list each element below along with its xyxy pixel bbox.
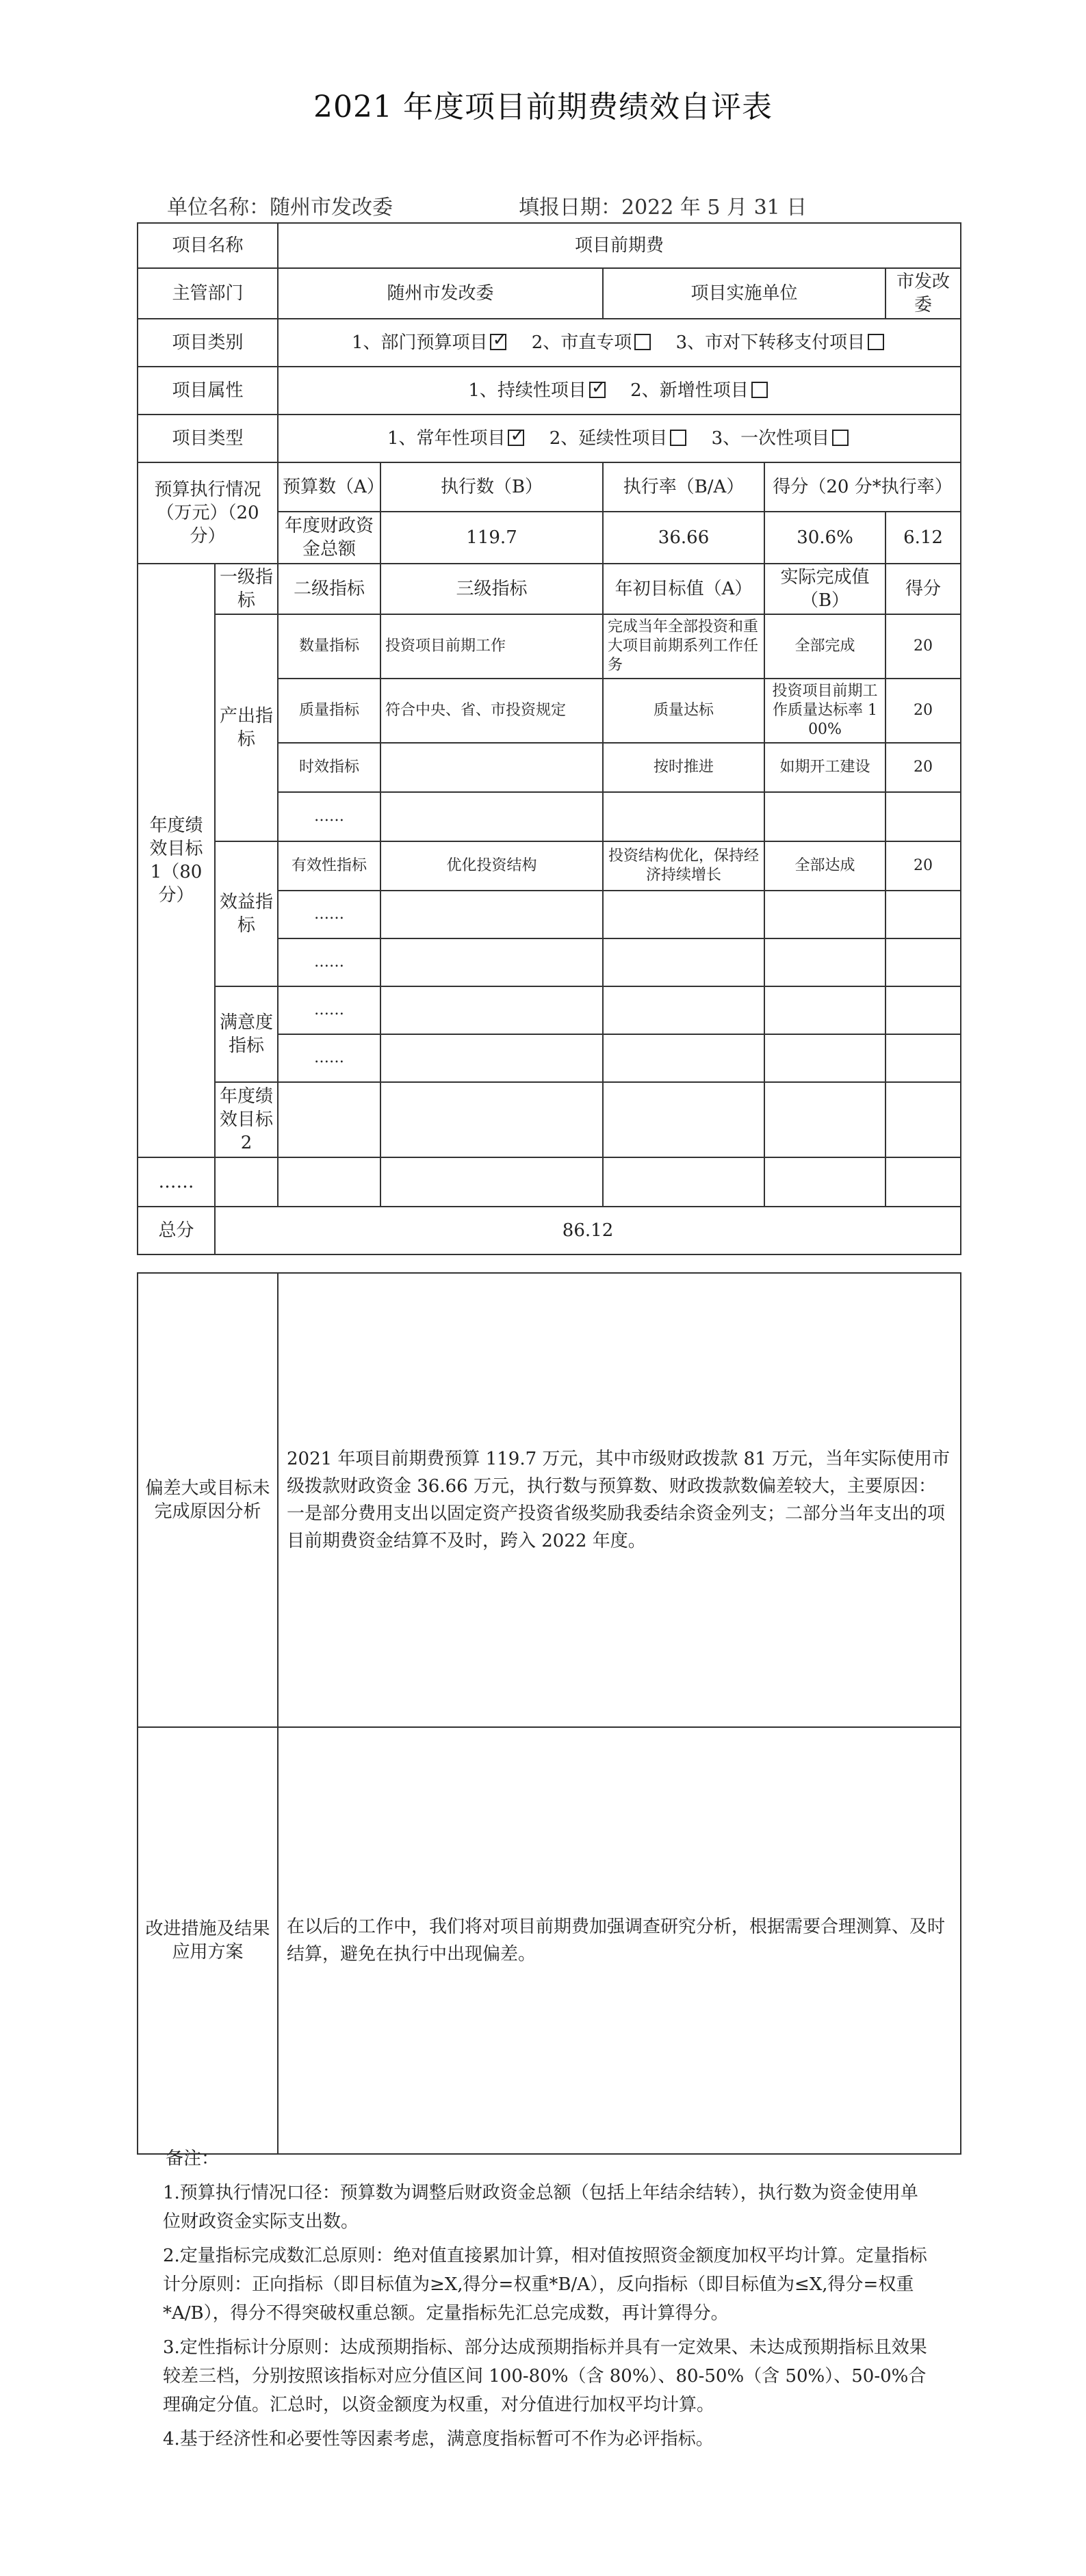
improvement-label: 改进措施及结果应用方案 <box>138 1727 278 2154</box>
category-option: 3、市对下转移支付项目 <box>676 332 888 353</box>
empty-cell <box>764 1034 885 1082</box>
analysis-table <box>137 1272 961 2155</box>
empty-cell <box>885 938 961 986</box>
note-item: 3.定性指标计分原则：达成预期指标、部分达成预期指标并具有一定效果、未达成预期指标且效果较差三档，分别按照该指标对应分值区间 100-80%（含 80%）、80-50%（含 50%）、50-0%合理确定分值。汇总时，以资金额度为权重，对分值进行加权平均计算。 <box>163 2337 927 2415</box>
empty-cell <box>603 1082 764 1157</box>
empty-cell <box>380 938 603 986</box>
ellipsis-cell: …… <box>278 986 380 1034</box>
score-cell: 20 <box>885 743 961 792</box>
empty-cell <box>603 1034 764 1082</box>
attribute-label: 项目属性 <box>138 367 278 415</box>
project-name-label: 项目名称 <box>138 223 278 268</box>
actual-cell: 全部达成 <box>764 841 885 891</box>
budget-value-b: 36.66 <box>603 512 764 564</box>
score-cell: 20 <box>885 614 961 679</box>
checkbox-checked-icon <box>508 430 524 446</box>
target-cell: 质量达标 <box>603 679 764 743</box>
empty-cell <box>603 792 764 841</box>
report-date: 填报日期：2022 年 5 月 31 日 <box>519 196 807 220</box>
empty-cell <box>380 891 603 938</box>
type-label: 项目类型 <box>138 415 278 462</box>
budget-header-score: 得分（20 分*执行率） <box>764 462 961 512</box>
table-row <box>138 1157 961 1207</box>
checkbox-empty-icon <box>751 382 768 398</box>
category-option: 1、部门预算项目✓ <box>352 332 510 353</box>
checkbox-checked-icon <box>490 334 506 350</box>
empty-cell <box>764 891 885 938</box>
empty-cell <box>885 1034 961 1082</box>
empty-cell <box>603 986 764 1034</box>
checkbox-empty-icon <box>868 334 884 350</box>
note-item: 2.定量指标完成数汇总原则：绝对值直接累加计算，相对值按照资金额度加权平均计算。定量指标计分原则：正向指标（即目标值为≥X,得分=权重*B/A），反向指标（即目标值为≤X,得分=权重*A/B），得分不得突破权重总额。定量指标先汇总完成数，再计算得分。 <box>163 2246 927 2324</box>
table-row <box>138 986 961 1034</box>
header-score: 得分 <box>885 564 961 614</box>
deviation-label: 偏差大或目标未完成原因分析 <box>138 1273 278 1727</box>
header-target: 年初目标值（A） <box>603 564 764 614</box>
budget-value-a: 119.7 <box>380 512 603 564</box>
level3-cell: 符合中央、省、市投资规定 <box>380 679 603 743</box>
table-row <box>138 1082 961 1157</box>
score-cell: 20 <box>885 679 961 743</box>
type-options <box>278 415 961 462</box>
benefit-indicator-label: 效益指标 <box>215 841 278 986</box>
budget-row-label: 年度财政资金总额 <box>278 512 380 564</box>
project-name-value: 项目前期费 <box>278 223 961 268</box>
empty-cell <box>603 891 764 938</box>
header-actual: 实际完成值（B） <box>764 564 885 614</box>
target-cell: 按时推进 <box>603 743 764 792</box>
level2-cell: 有效性指标 <box>278 841 380 891</box>
empty-cell <box>215 1157 278 1207</box>
empty-cell <box>885 1157 961 1207</box>
evaluation-table <box>137 222 961 1255</box>
category-options <box>278 319 961 367</box>
empty-cell <box>603 1157 764 1207</box>
empty-cell <box>603 938 764 986</box>
type-option: 3、一次性项目 <box>712 428 852 449</box>
level3-cell <box>380 743 603 792</box>
table-row <box>138 614 961 679</box>
notes-section <box>163 2144 929 2459</box>
empty-cell <box>885 891 961 938</box>
checkbox-checked-icon <box>589 382 606 398</box>
target-cell: 投资结构优化，保持经济持续增长 <box>603 841 764 891</box>
empty-cell <box>380 1157 603 1207</box>
actual-cell: 全部完成 <box>764 614 885 679</box>
page-title: 2021 年度项目前期费绩效自评表 <box>313 90 773 124</box>
note-item: 4.基于经济性和必要性等因素考虑，满意度指标暂可不作为必评指标。 <box>163 2429 714 2449</box>
satisfaction-indicator-label: 满意度指标 <box>215 986 278 1082</box>
actual-cell: 投资项目前期工作质量达标率 100% <box>764 679 885 743</box>
type-option: 2、延续性项目 <box>550 428 690 449</box>
checkbox-empty-icon <box>670 430 686 446</box>
budget-header-rate: 执行率（B/A） <box>603 462 764 512</box>
attribute-option: 1、持续性项目✓ <box>468 380 608 401</box>
target-cell: 完成当年全部投资和重大项目前期系列工作任务 <box>603 614 764 679</box>
empty-cell <box>278 1082 380 1157</box>
score-cell: 20 <box>885 841 961 891</box>
dept-label: 主管部门 <box>138 268 278 319</box>
budget-value-rate: 30.6% <box>764 512 885 564</box>
note-item: 1.预算执行情况口径：预算数为调整后财政资金总额（包括上年结余结转），执行数为资金使用单位财政资金实际支出数。 <box>163 2183 918 2232</box>
budget-header-b: 执行数（B） <box>380 462 603 512</box>
total-value: 86.12 <box>215 1207 961 1254</box>
attribute-options <box>278 367 961 415</box>
checkbox-empty-icon <box>832 430 849 446</box>
type-option: 1、常年性项目✓ <box>387 428 528 449</box>
empty-cell <box>380 792 603 841</box>
empty-cell <box>764 1157 885 1207</box>
goal2-label: 年度绩效目标 2 <box>215 1082 278 1157</box>
empty-cell <box>885 986 961 1034</box>
goal1-label: 年度绩效目标 1（80 分） <box>138 564 215 1157</box>
empty-cell <box>764 986 885 1034</box>
level2-cell: 质量指标 <box>278 679 380 743</box>
ellipsis-cell: …… <box>138 1157 215 1207</box>
empty-cell <box>764 938 885 986</box>
empty-cell <box>885 792 961 841</box>
level2-cell: 数量指标 <box>278 614 380 679</box>
empty-cell <box>885 1082 961 1157</box>
header-level1: 一级指标 <box>215 564 278 614</box>
table-row <box>138 841 961 891</box>
empty-cell <box>278 1157 380 1207</box>
empty-cell <box>380 986 603 1034</box>
ellipsis-cell: …… <box>278 792 380 841</box>
actual-cell: 如期开工建设 <box>764 743 885 792</box>
header-level2: 二级指标 <box>278 564 380 614</box>
notes-heading: 备注： <box>166 2148 220 2169</box>
attribute-option: 2、新增性项目 <box>630 380 771 401</box>
empty-cell <box>380 1034 603 1082</box>
ellipsis-cell: …… <box>278 938 380 986</box>
level3-cell: 优化投资结构 <box>380 841 603 891</box>
dept-value: 随州市发改委 <box>278 268 603 319</box>
output-indicator-label: 产出指标 <box>215 614 278 841</box>
total-label: 总分 <box>138 1207 215 1254</box>
level2-cell: 时效指标 <box>278 743 380 792</box>
impl-unit-label: 项目实施单位 <box>603 268 885 319</box>
empty-cell <box>380 1082 603 1157</box>
category-option: 2、市直专项 <box>532 332 654 353</box>
deviation-text: 2021 年项目前期费预算 119.7 万元，其中市级财政拨款 81 万元，当年实际使用市级拨款财政资金 36.66 万元，执行数与预算数、财政拨款数偏差较大，主要原因：一是部分费用支出以固定资产投资省级奖励我委结余资金列支；二部分当年支出的项目前期费资金结算不及时，跨入 2022 年度。 <box>278 1273 961 1727</box>
impl-unit-value: 市发改委 <box>885 268 961 319</box>
header-level3: 三级指标 <box>380 564 603 614</box>
checkbox-empty-icon <box>634 334 651 350</box>
budget-header-a: 预算数（A） <box>278 462 380 512</box>
budget-value-score: 6.12 <box>885 512 961 564</box>
empty-cell <box>764 792 885 841</box>
empty-cell <box>764 1082 885 1157</box>
unit-name: 单位名称：随州市发改委 <box>167 196 393 220</box>
ellipsis-cell: …… <box>278 1034 380 1082</box>
improvement-text: 在以后的工作中，我们将对项目前期费加强调查研究分析，根据需要合理测算、及时结算，避免在执行中出现偏差。 <box>278 1727 961 2154</box>
category-label: 项目类别 <box>138 319 278 367</box>
ellipsis-cell: …… <box>278 891 380 938</box>
level3-cell: 投资项目前期工作 <box>380 614 603 679</box>
budget-label: 预算执行情况（万元）（20 分） <box>138 462 278 564</box>
